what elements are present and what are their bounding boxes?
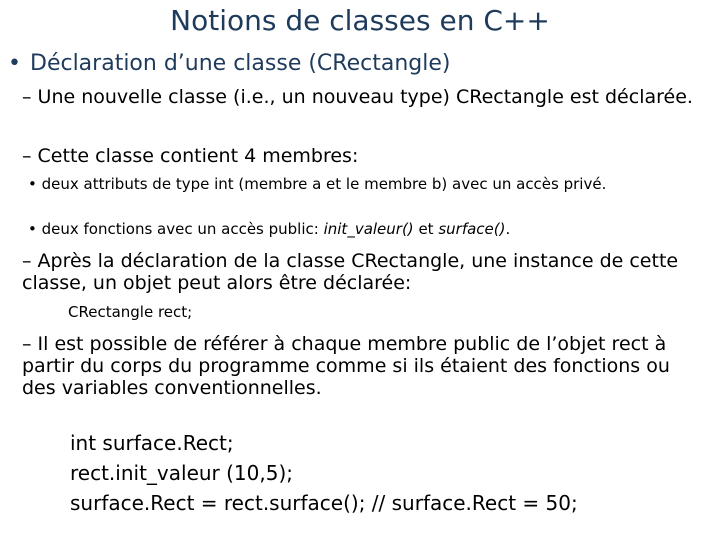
item-new-class: – Une nouvelle classe (i.e., un nouveau type) CRectangle est déclarée. [22, 86, 693, 108]
subitem-functions-suffix: . [505, 220, 511, 238]
code-line-1: int surface.Rect; [70, 431, 234, 455]
item-instance: – Après la déclaration de la classe CRectangle, une instance de cette classe, un objet peut alors être déclarée: [22, 250, 679, 294]
item-public-members: – Il est possible de référer à chaque membre public de l’objet rect à partir du corps du programme comme si ils étaient des fonctions ou des variables conventionnelles. [22, 333, 670, 399]
slide-title: Notions de classes en C++ [170, 4, 550, 37]
bullet-icon: • [8, 51, 21, 76]
code-declaration: CRectangle rect; [68, 303, 193, 321]
function-init-valeur: init_valeur() [323, 220, 414, 238]
subitem-functions [28, 220, 708, 239]
code-line-2: rect.init_valeur (10,5); [70, 461, 293, 485]
function-surface: surface() [438, 220, 506, 238]
code-line-3: surface.Rect = rect.surface(); // surface.Rect = 50; [70, 491, 578, 515]
code-example [70, 428, 578, 518]
subitem-functions-prefix: • deux fonctions avec un accès public: [28, 220, 324, 238]
main-bullet [8, 50, 450, 78]
item-members: – Cette classe contient 4 membres: [22, 145, 359, 167]
main-bullet-text: Déclaration d’une classe (CRectangle) [30, 51, 451, 76]
subitem-functions-mid: et [413, 220, 439, 238]
subitem-attributes: • deux attributs de type int (membre a et le membre b) avec un accès privé. [28, 175, 607, 193]
